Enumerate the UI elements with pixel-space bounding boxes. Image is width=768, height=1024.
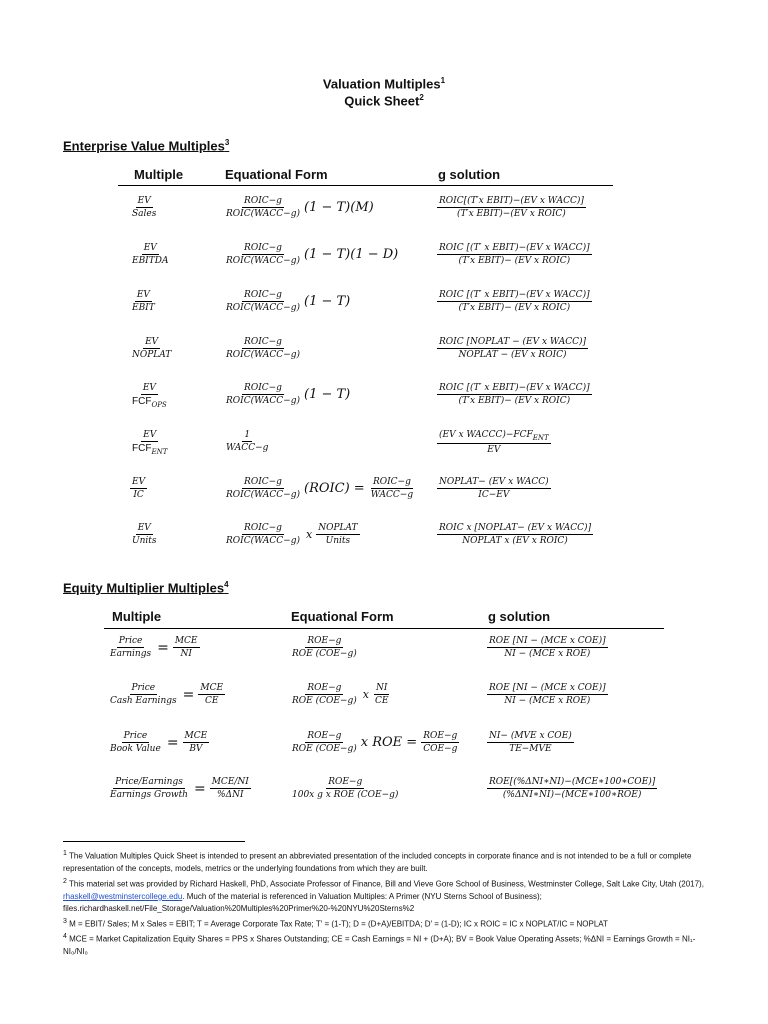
footnote-separator <box>63 841 245 842</box>
form-operator: x <box>306 528 313 541</box>
multiple-numerator: EV <box>145 337 159 347</box>
multiple-numerator: Price/Earnings <box>115 777 183 787</box>
equity-heading-mark: 4 <box>224 580 229 589</box>
g-denominator: (T′x EBIT)− (EV x ROIC) <box>458 256 571 266</box>
form-numerator: ROIC−g <box>244 196 282 206</box>
multiple-denominator-2: CE <box>204 696 219 706</box>
multiple-denominator: EBIT <box>132 303 155 313</box>
form-denominator: ROE (COE−g) <box>292 744 357 754</box>
footnote-4-text: MCE = Market Capitalization Equity Shares = PPS x Shares Outstanding; CE = Cash Earnings = NI + (D+A); BV = Book Value Operating Assets; %ΔNI = Earnings Growth = NI₁-NI₀/NI₀ <box>63 934 696 957</box>
form-tail: x ROE = <box>360 735 418 750</box>
form-tail: (ROIC) = <box>304 481 365 496</box>
multiple-denominator: EBITDA <box>132 256 169 266</box>
g-denominator: NI − (MCE x ROE) <box>504 696 591 706</box>
fcf-subscript: OPS <box>151 400 167 409</box>
equity-col-g: g solution <box>488 609 551 624</box>
form-tail: (1 − T)(1 − D) <box>304 247 399 262</box>
multiple-denominator: Earnings <box>110 649 152 659</box>
price-earnings-multiple: $\frac{\text{Price}}{\text{Earnings}}$ = $\frac{\text{MCE}}{NI}$ <box>110 636 198 659</box>
ev-units-multiple <box>130 523 159 546</box>
enterprise-section-heading <box>63 138 229 153</box>
form-numerator: ROIC−g <box>244 243 282 253</box>
footnote-3-mark: 3 <box>63 917 67 925</box>
equity-col-form: Equational Form <box>291 609 394 624</box>
form-operator: x <box>362 688 369 701</box>
price-earnings-form <box>290 636 359 659</box>
peg-multiple: $\frac{\text{Price/Earnings}}{\text{Earnings Growth}}$ = $\frac{\text{MCE/NI}}{\text{\%ΔNI}}$ <box>110 777 249 800</box>
g-numerator: ROIC [(T′ x EBIT)−(EV x WACC)] <box>439 383 590 393</box>
footnote-4-mark: 4 <box>63 932 67 940</box>
ev-fcf-ops-g <box>437 383 592 406</box>
multiple-denominator: Earnings Growth <box>110 790 188 800</box>
form-tail: (1 − T) <box>304 387 351 402</box>
multiple-numerator: EV <box>132 477 146 487</box>
form-denominator: ROIC(WACC−g) <box>226 490 300 500</box>
g-numerator-text: (EV x WACCC)−FCF <box>439 430 533 440</box>
footnote-3-text: M = EBIT/ Sales; M x Sales = EBIT; T = Average Corporate Tax Rate; T′ = (1-T); D = (D+A)/EBITDA; D′ = (1-D); IC x ROIC = IC x NOPLAT/IC = NOPLAT <box>66 919 608 929</box>
enterprise-heading-mark: 3 <box>224 138 230 147</box>
form-numerator: ROE−g <box>307 636 342 646</box>
ev-ebitda-g <box>437 243 592 266</box>
subtitle-footnote-mark: 2 <box>419 93 424 102</box>
ev-ebitda-multiple <box>130 243 170 266</box>
form-numerator: ROE−g <box>307 731 342 741</box>
enterprise-heading-text: Enterprise Value Multiples <box>63 138 225 154</box>
multiple-numerator: Price <box>131 683 156 693</box>
form-denominator: ROE (COE−g) <box>292 696 357 706</box>
multiple-numerator-2: MCE <box>174 636 198 646</box>
form-numerator-2: ROIC−g <box>372 477 411 487</box>
multiple-denominator: Book Value <box>110 744 161 754</box>
form-denominator: ROIC(WACC−g) <box>226 303 300 313</box>
equity-heading-text: Equity Multiplier Multiples <box>63 580 225 596</box>
g-numerator: ROE [NI − (MCE x COE)] <box>489 636 606 646</box>
title-line1: Valuation Multiples <box>322 76 441 92</box>
g-numerator: ROIC[(T′x EBIT)−(EV x WACC)] <box>439 196 584 206</box>
fcf-label: FCF <box>132 396 152 407</box>
multiple-numerator: EV <box>143 243 157 253</box>
footnote-2-text-b: . Much of the material is referenced in Valuation Multiples: A Primer (NYU Sterns School of Business); files.richardhaskell.net/File_Storage/Valuation%20Multiples%20Primer%20-%20NYU%20Sterns%2 <box>63 891 542 914</box>
g-numerator <box>437 430 551 444</box>
ev-fcf-ent-g <box>437 430 551 455</box>
g-denominator: NOPLAT x (EV x ROIC) <box>462 536 568 546</box>
form-denominator-2: WACC−g <box>370 490 414 500</box>
ev-fcf-ops-multiple <box>130 383 169 409</box>
multiple-numerator-2: MCE/NI <box>211 777 249 787</box>
form-numerator: ROIC−g <box>244 383 282 393</box>
price-cash-earnings-multiple: $\frac{\text{Price}}{\text{Cash Earnings}}$ = $\frac{\text{MCE}}{CE}$ <box>110 683 224 706</box>
g-denominator: IC−EV <box>478 490 510 500</box>
price-book-value-g <box>487 731 574 754</box>
fcf-label: FCF <box>132 443 152 454</box>
email-link[interactable]: rhaskell@westminstercollege.edu <box>63 891 183 901</box>
form-numerator-2: NOPLAT <box>318 523 358 533</box>
multiple-numerator: EV <box>137 523 151 533</box>
price-cash-earnings-form <box>290 683 390 706</box>
form-denominator-2: CE <box>374 696 389 706</box>
ev-ic-g <box>437 477 551 500</box>
multiple-numerator-2: MCE <box>200 683 224 693</box>
document-title <box>0 76 768 91</box>
footnote-2 <box>63 876 713 916</box>
form-numerator-2: ROE−g <box>423 731 458 741</box>
ev-ic-form <box>224 477 415 500</box>
form-denominator: ROE (COE−g) <box>292 649 357 659</box>
g-numerator: ROIC [(T′ x EBIT)−(EV x WACC)] <box>439 290 590 300</box>
g-denominator: (T′x EBIT)− (EV x ROIC) <box>458 396 571 406</box>
g-denominator: NI − (MCE x ROE) <box>504 649 591 659</box>
g-numerator-subscript: ENT <box>532 433 549 442</box>
multiple-denominator: Sales <box>132 209 157 219</box>
title-footnote-mark: 1 <box>440 76 446 85</box>
form-numerator: ROIC−g <box>244 337 282 347</box>
form-numerator-2: NI <box>375 683 388 693</box>
ev-units-form <box>224 523 360 546</box>
multiple-denominator: IC <box>133 490 144 500</box>
multiple-denominator: NOPLAT <box>132 350 172 360</box>
price-earnings-g <box>487 636 608 659</box>
form-denominator-2: COE−g <box>423 744 458 754</box>
form-denominator: 100x g x ROE (COE−g) <box>292 790 399 800</box>
multiple-denominator <box>130 442 169 456</box>
ev-fcf-ent-multiple <box>130 430 169 456</box>
multiple-denominator-2: BV <box>189 744 203 754</box>
multiple-numerator: EV <box>137 196 151 206</box>
title-line2: Quick Sheet <box>344 93 420 109</box>
document-subtitle <box>0 93 768 108</box>
ev-sales-form <box>224 196 374 219</box>
g-denominator: EV <box>487 444 501 455</box>
form-tail: (1 − T) <box>304 294 351 309</box>
footnote-4 <box>63 931 713 959</box>
ev-fcf-ent-form <box>224 430 270 453</box>
peg-form <box>290 777 400 800</box>
form-tail: (1 − T)(M) <box>304 200 374 215</box>
g-numerator: ROIC [(T′ x EBIT)−(EV x WACC)] <box>439 243 590 253</box>
footnote-1-text: The Valuation Multiples Quick Sheet is intended to present an abbreviated presentation of the included concepts in corporate finance and is not intended to be a full or complete representation of the concepts, models, metrics or the underlying foundations from which they are built. <box>63 851 692 874</box>
multiple-denominator: Units <box>132 536 157 546</box>
ev-ebit-form <box>224 290 350 313</box>
g-numerator: NOPLAT− (EV x WACC) <box>439 477 549 487</box>
equity-section-heading <box>63 580 229 595</box>
multiple-denominator-2: %ΔNI <box>217 790 244 800</box>
ev-sales-g <box>437 196 586 219</box>
ev-ebit-multiple <box>130 290 157 313</box>
form-denominator: WACC−g <box>226 443 269 453</box>
multiple-numerator: EV <box>142 383 156 393</box>
ev-noplat-multiple <box>130 337 173 360</box>
form-denominator: ROIC(WACC−g) <box>226 209 300 219</box>
form-denominator: ROIC(WACC−g) <box>226 536 300 546</box>
footnote-1 <box>63 848 713 876</box>
ev-sales-multiple <box>130 196 158 219</box>
multiple-denominator <box>130 395 169 409</box>
footnote-2-text-a: This material set was provided by Richard Haskell, PhD, Associate Professor of Finance, Bill and Vieve Gore School of Business, Westminster College, Salt Lake City, Utah (2017), <box>66 879 704 889</box>
peg-g <box>487 777 657 800</box>
multiple-numerator: EV <box>143 430 157 440</box>
ev-ebit-g <box>437 290 592 313</box>
g-numerator: ROE[(%ΔNI∗NI)−(MCE∗100∗COE)] <box>489 777 656 787</box>
form-numerator: ROIC−g <box>244 290 282 300</box>
g-numerator: ROIC x [NOPLAT− (EV x WACC)] <box>439 523 592 533</box>
g-denominator: (%ΔNI∗NI)−(MCE∗100∗ROE) <box>502 790 642 800</box>
footnote-2-mark: 2 <box>63 877 67 885</box>
multiple-numerator-2: MCE <box>184 731 208 741</box>
g-denominator: NOPLAT − (EV x ROIC) <box>458 350 567 360</box>
enterprise-col-form: Equational Form <box>225 167 328 182</box>
ev-noplat-form <box>224 337 302 360</box>
footnote-1-mark: 1 <box>63 850 67 857</box>
ev-ebitda-form <box>224 243 398 266</box>
form-numerator: ROIC−g <box>244 523 282 533</box>
enterprise-col-g: g solution <box>438 167 501 182</box>
ev-noplat-g <box>437 337 588 360</box>
multiple-numerator: Price <box>118 636 143 646</box>
g-numerator: ROIC [NOPLAT − (EV x WACC)] <box>439 337 587 347</box>
g-denominator: (T′x EBIT)− (EV x ROIC) <box>458 303 571 313</box>
g-numerator: NI− (MVE x COE) <box>489 731 572 741</box>
equity-header-rule <box>104 628 664 629</box>
enterprise-header-rule <box>118 185 613 186</box>
footnotes <box>63 848 713 959</box>
g-denominator: (T′x EBIT)−(EV x ROIC) <box>457 209 566 219</box>
form-numerator: 1 <box>244 430 251 440</box>
form-numerator: ROIC−g <box>244 477 282 487</box>
form-numerator: ROE−g <box>328 777 363 787</box>
ev-fcf-ops-form <box>224 383 350 406</box>
form-denominator-2: Units <box>325 536 351 546</box>
multiple-denominator: Cash Earnings <box>110 696 177 706</box>
g-denominator: TE−MVE <box>509 744 552 754</box>
multiple-denominator-2: NI <box>180 649 192 659</box>
multiple-numerator: Price <box>123 731 148 741</box>
price-book-value-multiple: $\frac{\text{Price}}{\text{Book Value}}$ = $\frac{\text{MCE}}{BV}$ <box>110 731 208 754</box>
form-denominator: ROIC(WACC−g) <box>226 256 300 266</box>
footnote-3 <box>63 916 713 931</box>
ev-units-g <box>437 523 593 546</box>
price-cash-earnings-g <box>487 683 608 706</box>
multiple-numerator: EV <box>136 290 150 300</box>
ev-ic-multiple <box>130 477 147 500</box>
form-denominator: ROIC(WACC−g) <box>226 350 300 360</box>
price-book-value-form <box>290 731 459 754</box>
form-numerator: ROE−g <box>307 683 342 693</box>
equity-col-multiple: Multiple <box>112 609 162 624</box>
fcf-subscript: ENT <box>151 447 168 456</box>
g-numerator: ROE [NI − (MCE x COE)] <box>489 683 606 693</box>
form-denominator: ROIC(WACC−g) <box>226 396 300 406</box>
enterprise-col-multiple: Multiple <box>134 167 184 182</box>
